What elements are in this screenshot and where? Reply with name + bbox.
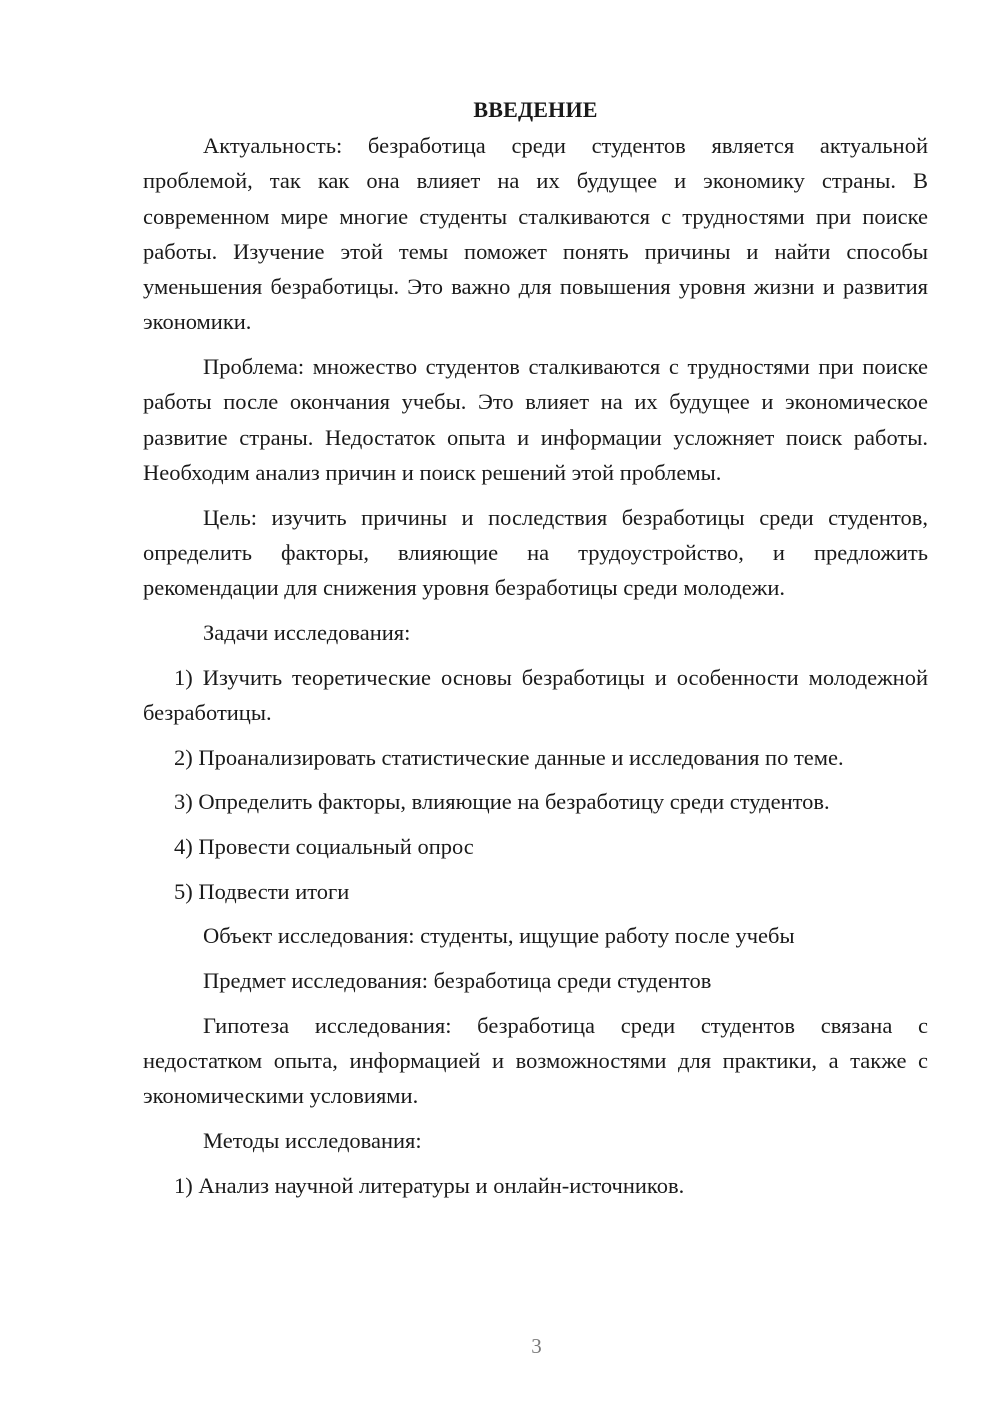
page-title: ВВЕДЕНИЕ (473, 97, 598, 122)
hypothesis-paragraph: Гипотеза исследования: безработица среди студентов связана с недостатком опыта, информацией и возможностями для практики, а также с экономическими условиями. (143, 1012, 928, 1109)
page-number: 3 (531, 1334, 542, 1358)
task-item-4: 4) Провести социальный опрос (174, 834, 474, 860)
methods-heading: Методы исследования: (203, 1128, 422, 1154)
tasks-heading: Задачи исследования: (203, 620, 411, 646)
method-item-1: 1) Анализ научной литературы и онлайн-источников. (174, 1172, 685, 1198)
relevance-paragraph: Актуальность: безработица среди студентов является актуальной проблемой, так как она влияет на их будущее и экономику страны. В современном мире многие студенты сталкиваются с трудностями при поиске работы. Изучение этой темы поможет понять причины и найти способы уменьшения безработицы. Это важно для повышения уровня жизни и развития экономики. (143, 133, 928, 335)
problem-paragraph: Проблема: множество студентов сталкиваются с трудностями при поиске работы после окончания учебы. Это влияет на их будущее и экономическое развитие страны. Недостаток опыта и информации усложняет поиск работы. Необходим анализ причин и поиск решений этой проблемы. (143, 354, 928, 486)
task-item-3: 3) Определить факторы, влияющие на безработицу среди студентов. (174, 789, 830, 815)
goal-paragraph: Цель: изучить причины и последствия безработицы среди студентов, определить факторы, влияющие на трудоустройство, и предложить рекомендации для снижения уровня безработицы среди молодежи. (143, 504, 928, 601)
subject-paragraph: Предмет исследования: безработица среди студентов (203, 968, 712, 994)
task-item-1: 1) Изучить теоретические основы безработицы и особенности молодежной безработицы. (143, 664, 928, 726)
document-page (143, 92, 928, 1212)
object-paragraph: Объект исследования: студенты, ищущие работу после учебы (203, 923, 795, 949)
task-item-5: 5) Подвести итоги (174, 878, 350, 904)
task-item-2: 2) Проанализировать статистические данные и исследования по теме. (174, 744, 844, 770)
